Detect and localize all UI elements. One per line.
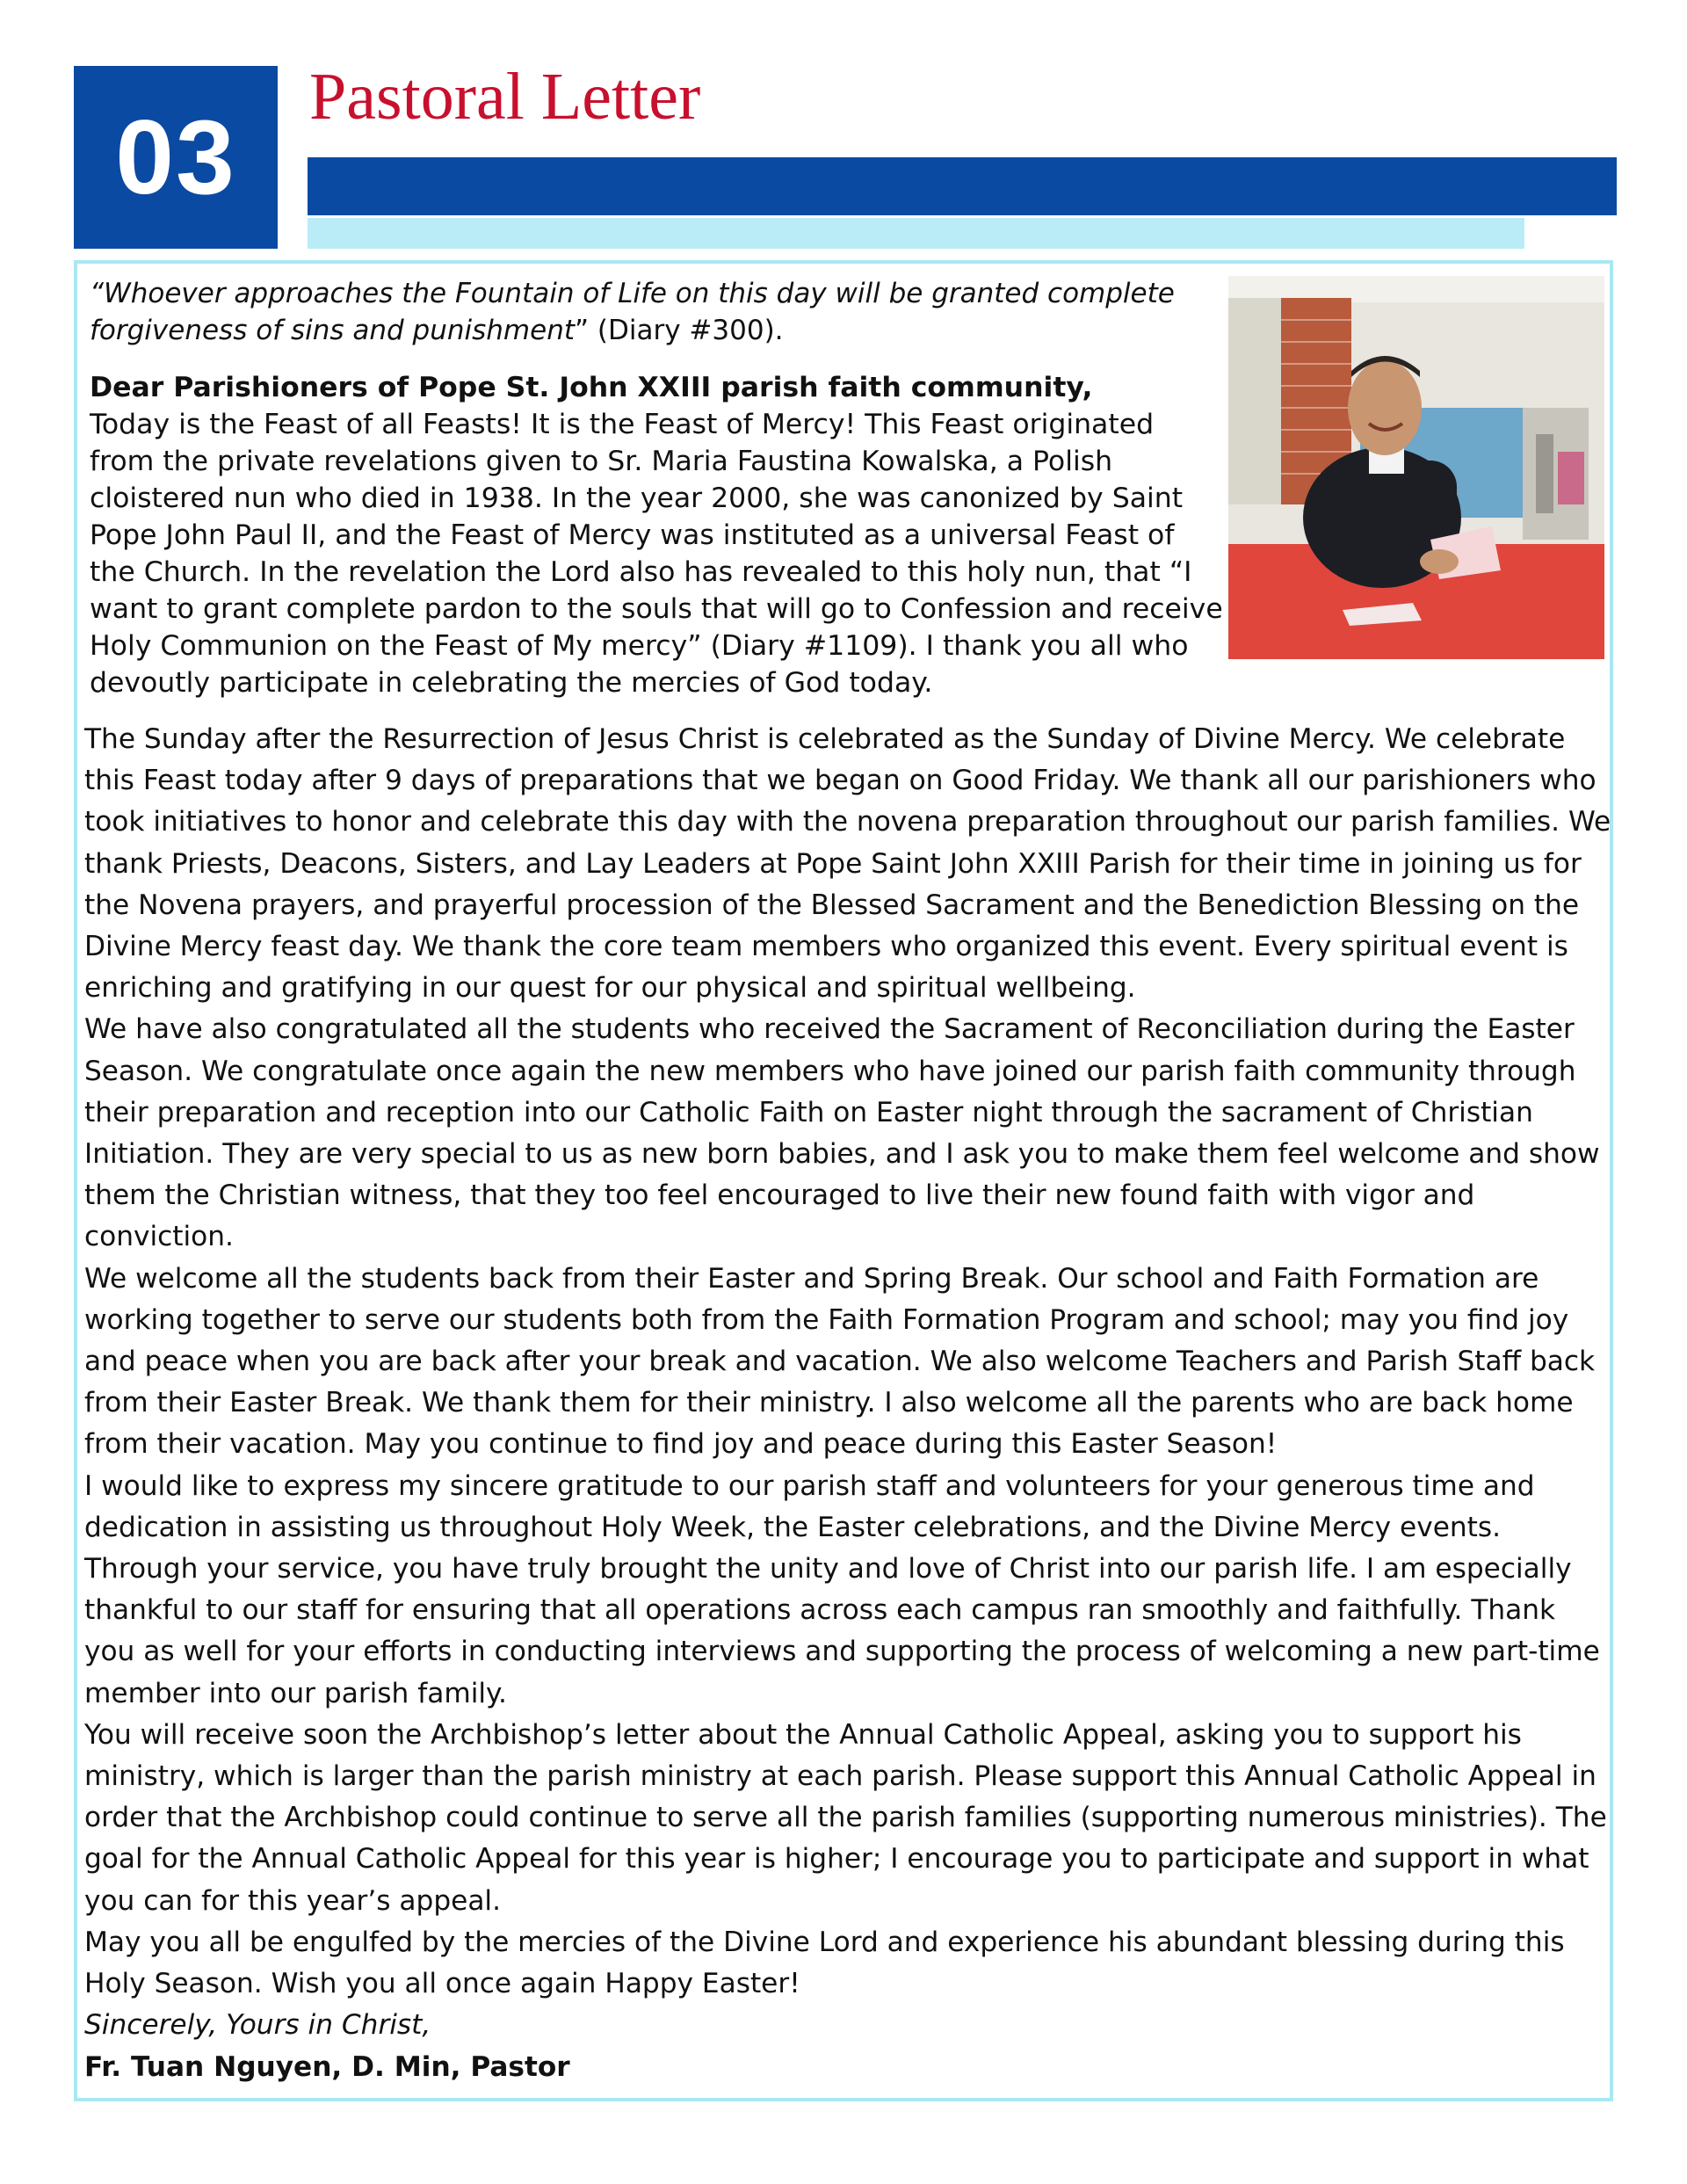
opening-quote — [90, 275, 1214, 349]
body-paragraph: The Sunday after the Resurrection of Jesus Christ is celebrated as the Sunday of Divine Mercy. We celebrate this Feast today after 9 days of preparations that we began on Good Friday. We thank all our parishioners who took initiatives to honor and celebrate this day with the novena preparation throughout our parish families. We thank Priests, Deacons, Sisters, and Lay Leaders at Pope Saint John XXIII Parish for their time in joining us for the Novena prayers, and prayerful procession of the Blessed Sacrament and the Benediction Blessing on the Divine Mercy feast day. We thank the core team members who organized this event. Every spiritual event is enriching and gratifying in our quest for our physical and spiritual wellbeing. — [84, 723, 1611, 1005]
body-paragraph: You will receive soon the Archbishop’s letter about the Annual Catholic Appeal, asking you to support his ministry, which is larger than the parish ministry at each parish. Please support this Annual Catholic Appeal in order that the Archbishop could continue to serve all the parish families (supporting numerous ministries). The goal for the Annual Catholic Appeal for this year is higher; I encourage you to participate and support in what you can for this year’s appeal. — [84, 1718, 1607, 1917]
quote-text: “Whoever approaches the Fountain of Life on this day will be granted complete forgiveness of sins and punishment — [90, 278, 1175, 346]
header-bar-blue — [308, 157, 1617, 215]
letter-signature: Fr. Tuan Nguyen, D. Min, Pastor — [84, 2050, 570, 2083]
section-number-box — [74, 66, 278, 249]
letter-intro — [90, 369, 1223, 701]
body-paragraph: We have also congratulated all the students who received the Sacrament of Reconciliation during the Easter Season. We congratulate once again the new members who have joined our parish faith community through their preparation and reception into our Catholic Faith on Easter night through the sacrament of Christian Initiation. They are very special to us as new born babies, and I ask you to make them feel welcome and show them the Christian witness, that they too feel encouraged to live their new found faith with vigor and conviction. — [84, 1013, 1600, 1253]
body-paragraph: May you all be engulfed by the mercies of the Divine Lord and experience his abundant blessing during this Holy Season. Wish you all once again Happy Easter! — [84, 1926, 1565, 2000]
quote-citation: ” (Diary #300). — [575, 315, 784, 346]
header-bar-cyan — [308, 218, 1524, 249]
letter-closing: Sincerely, Yours in Christ, — [84, 2009, 431, 2042]
page-title: Pastoral Letter — [309, 60, 701, 134]
intro-paragraph: Today is the Feast of all Feasts! It is the Feast of Mercy! This Feast originated from the private revelations given to Sr. Maria Faustina Kowalska, a Polish cloistered nun who died in 1938. In the year 2000, she was canonized by Saint Pope John Paul II, and the Feast of Mercy was instituted as a universal Feast of the Church. In the revelation the Lord also has revealed to this holy nun, that “I want to grant complete pardon to the souls that will go to Confession and receive Holy Communion on the Feast of My mercy” (Diary #1109). I thank you all who devoutly participate in celebrating the mercies of God today. — [90, 409, 1223, 699]
section-number: 03 — [115, 98, 236, 216]
letter-greeting: Dear Parishioners of Pope St. John XXIII parish faith community, — [90, 372, 1093, 403]
letter-body — [84, 719, 1613, 2088]
body-paragraph: I would like to express my sincere gratitude to our parish staff and volunteers for your generous time and dedication in assisting us throughout Holy Week, the Easter celebrations, and the Divine Mercy events. Through your service, you have truly brought the unity and love of Christ into our parish life. I am especially thankful to our staff for ensuring that all operations across each campus ran smoothly and faithfully. Thank you as well for your efforts in conducting interviews and supporting the process of welcoming a new part-time member into our parish family. — [84, 1469, 1600, 1709]
pastor-photo — [1228, 276, 1604, 659]
body-paragraph: We welcome all the students back from their Easter and Spring Break. Our school and Faith Formation are working together to serve our students both from the Faith Formation Program and school; may you find joy and peace when you are back after your break and vacation. We also welcome Teachers and Parish Staff back from their Easter Break. We thank them for their ministry. I also welcome all the parents who are back home from their vacation. May you continue to find joy and peace during this Easter Season! — [84, 1262, 1596, 1461]
